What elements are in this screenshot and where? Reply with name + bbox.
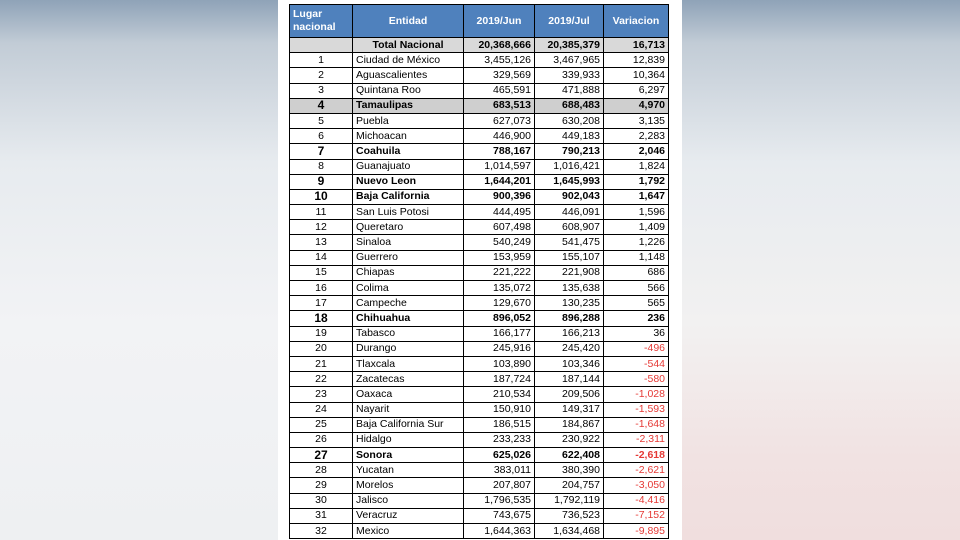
variacion-cell: 1,824 — [604, 159, 669, 174]
jul-cell: 902,043 — [535, 189, 604, 204]
jun-cell: 329,569 — [464, 68, 535, 83]
rank-cell: 4 — [290, 98, 353, 113]
variacion-cell: 2,046 — [604, 144, 669, 159]
jun-cell: 743,675 — [464, 508, 535, 523]
table-row — [290, 189, 669, 204]
rank-cell: 17 — [290, 296, 353, 311]
table-row — [290, 250, 669, 265]
entidad-cell: Baja California Sur — [353, 417, 464, 432]
variacion-cell: 1,792 — [604, 174, 669, 189]
table-row — [290, 220, 669, 235]
header-rank-label: Lugar nacional — [293, 8, 336, 33]
jun-cell: 900,396 — [464, 189, 535, 204]
entidad-cell: Tlaxcala — [353, 356, 464, 371]
rank-cell: 15 — [290, 265, 353, 280]
entidad-cell: Tabasco — [353, 326, 464, 341]
entidad-cell: Michoacan — [353, 129, 464, 144]
table-row — [290, 448, 669, 463]
table-row — [290, 68, 669, 83]
table-row — [290, 174, 669, 189]
jun-cell: 129,670 — [464, 296, 535, 311]
jul-cell: 209,506 — [535, 387, 604, 402]
jul-cell: 166,213 — [535, 326, 604, 341]
table-row — [290, 478, 669, 493]
jun-cell: 207,807 — [464, 478, 535, 493]
variacion-cell: -9,895 — [604, 524, 669, 539]
entidad-cell: Tamaulipas — [353, 98, 464, 113]
table-row — [290, 281, 669, 296]
header-entidad: Entidad — [353, 5, 464, 38]
entidad-cell: Hidalgo — [353, 432, 464, 447]
jul-cell: 1,645,993 — [535, 174, 604, 189]
variacion-cell: 6,297 — [604, 83, 669, 98]
variacion-cell: -1,593 — [604, 402, 669, 417]
entidad-cell: Mexico — [353, 524, 464, 539]
rank-cell: 27 — [290, 448, 353, 463]
jun-cell: 187,724 — [464, 372, 535, 387]
rank-cell: 25 — [290, 417, 353, 432]
rank-cell: 11 — [290, 205, 353, 220]
table-row — [290, 235, 669, 250]
header-jun: 2019/Jun — [464, 5, 535, 38]
variacion-cell: -2,311 — [604, 432, 669, 447]
jun-cell: 210,534 — [464, 387, 535, 402]
jul-cell: 155,107 — [535, 250, 604, 265]
jun-cell: 1,644,201 — [464, 174, 535, 189]
jul-cell: 380,390 — [535, 463, 604, 478]
jun-cell: 788,167 — [464, 144, 535, 159]
jul-cell: 3,467,965 — [535, 53, 604, 68]
rank-cell: 22 — [290, 372, 353, 387]
table-row — [290, 356, 669, 371]
table-header-row — [290, 5, 669, 38]
variacion-cell: 1,409 — [604, 220, 669, 235]
rank-cell: 8 — [290, 159, 353, 174]
rank-cell: 9 — [290, 174, 353, 189]
jun-cell: 625,026 — [464, 448, 535, 463]
variacion-cell: 1,647 — [604, 189, 669, 204]
rank-cell: 14 — [290, 250, 353, 265]
document-page — [278, 0, 682, 540]
jun-cell: 1,796,535 — [464, 493, 535, 508]
jul-cell: 1,016,421 — [535, 159, 604, 174]
jun-cell: 383,011 — [464, 463, 535, 478]
jul-cell: 339,933 — [535, 68, 604, 83]
jul-cell: 184,867 — [535, 417, 604, 432]
jul-cell: 135,638 — [535, 281, 604, 296]
rank-cell: 31 — [290, 508, 353, 523]
table-row — [290, 205, 669, 220]
table-row — [290, 265, 669, 280]
table-row — [290, 372, 669, 387]
rank-cell: 18 — [290, 311, 353, 326]
variacion-cell: 1,596 — [604, 205, 669, 220]
jun-cell: 540,249 — [464, 235, 535, 250]
entidad-cell: Campeche — [353, 296, 464, 311]
variacion-cell: 2,283 — [604, 129, 669, 144]
jun-cell: 627,073 — [464, 113, 535, 128]
jul-cell: 103,346 — [535, 356, 604, 371]
entidad-cell: Nayarit — [353, 402, 464, 417]
jul-cell: 608,907 — [535, 220, 604, 235]
table-row — [290, 463, 669, 478]
total-jul: 20,385,379 — [535, 38, 604, 53]
entidad-cell: Chiapas — [353, 265, 464, 280]
jun-cell: 896,052 — [464, 311, 535, 326]
variacion-cell: -496 — [604, 341, 669, 356]
jul-cell: 221,908 — [535, 265, 604, 280]
table-row — [290, 432, 669, 447]
rank-cell: 16 — [290, 281, 353, 296]
table-row — [290, 311, 669, 326]
variacion-cell: -2,621 — [604, 463, 669, 478]
jul-cell: 1,634,468 — [535, 524, 604, 539]
table-row — [290, 296, 669, 311]
jul-cell: 688,483 — [535, 98, 604, 113]
table-row — [290, 326, 669, 341]
variacion-cell: -1,028 — [604, 387, 669, 402]
jun-cell: 1,644,363 — [464, 524, 535, 539]
rank-cell: 2 — [290, 68, 353, 83]
jul-cell: 736,523 — [535, 508, 604, 523]
rank-cell: 10 — [290, 189, 353, 204]
variacion-cell: -1,648 — [604, 417, 669, 432]
entidad-cell: Morelos — [353, 478, 464, 493]
header-rank — [290, 5, 353, 38]
jul-cell: 471,888 — [535, 83, 604, 98]
entidad-cell: Queretaro — [353, 220, 464, 235]
entidad-cell: San Luis Potosi — [353, 205, 464, 220]
total-label: Total Nacional — [353, 38, 464, 53]
variacion-cell: 565 — [604, 296, 669, 311]
entidad-cell: Chihuahua — [353, 311, 464, 326]
rank-cell: 3 — [290, 83, 353, 98]
jun-cell: 446,900 — [464, 129, 535, 144]
entidad-cell: Durango — [353, 341, 464, 356]
jul-cell: 449,183 — [535, 129, 604, 144]
table-row — [290, 144, 669, 159]
total-rank-cell — [290, 38, 353, 53]
jul-cell: 446,091 — [535, 205, 604, 220]
jun-cell: 607,498 — [464, 220, 535, 235]
table-row — [290, 417, 669, 432]
table-row — [290, 508, 669, 523]
jul-cell: 541,475 — [535, 235, 604, 250]
jul-cell: 790,213 — [535, 144, 604, 159]
jun-cell: 135,072 — [464, 281, 535, 296]
variacion-cell: 686 — [604, 265, 669, 280]
entidad-cell: Quintana Roo — [353, 83, 464, 98]
total-jun: 20,368,666 — [464, 38, 535, 53]
table-row — [290, 341, 669, 356]
rank-cell: 30 — [290, 493, 353, 508]
jul-cell: 149,317 — [535, 402, 604, 417]
variacion-cell: 566 — [604, 281, 669, 296]
table-row — [290, 493, 669, 508]
jun-cell: 683,513 — [464, 98, 535, 113]
entidad-cell: Zacatecas — [353, 372, 464, 387]
entidad-cell: Baja California — [353, 189, 464, 204]
entidad-cell: Guanajuato — [353, 159, 464, 174]
entidad-cell: Aguascalientes — [353, 68, 464, 83]
total-row — [290, 38, 669, 53]
rank-cell: 19 — [290, 326, 353, 341]
rank-cell: 32 — [290, 524, 353, 539]
variacion-cell: 4,970 — [604, 98, 669, 113]
rank-cell: 28 — [290, 463, 353, 478]
jul-cell: 230,922 — [535, 432, 604, 447]
jul-cell: 896,288 — [535, 311, 604, 326]
rank-cell: 20 — [290, 341, 353, 356]
rank-cell: 23 — [290, 387, 353, 402]
jul-cell: 130,235 — [535, 296, 604, 311]
rank-cell: 5 — [290, 113, 353, 128]
jun-cell: 103,890 — [464, 356, 535, 371]
jun-cell: 166,177 — [464, 326, 535, 341]
entidad-cell: Coahuila — [353, 144, 464, 159]
table-row — [290, 98, 669, 113]
variacion-cell: 3,135 — [604, 113, 669, 128]
variacion-cell: 236 — [604, 311, 669, 326]
jul-cell: 630,208 — [535, 113, 604, 128]
employment-table — [289, 4, 669, 539]
table-row — [290, 159, 669, 174]
entidad-cell: Guerrero — [353, 250, 464, 265]
rank-cell: 6 — [290, 129, 353, 144]
jul-cell: 245,420 — [535, 341, 604, 356]
entidad-cell: Sinaloa — [353, 235, 464, 250]
table-row — [290, 53, 669, 68]
variacion-cell: 10,364 — [604, 68, 669, 83]
rank-cell: 13 — [290, 235, 353, 250]
entidad-cell: Colima — [353, 281, 464, 296]
variacion-cell: 1,148 — [604, 250, 669, 265]
table-row — [290, 113, 669, 128]
blurred-background-right — [682, 0, 960, 540]
table-row — [290, 83, 669, 98]
rank-cell: 12 — [290, 220, 353, 235]
table-row — [290, 524, 669, 539]
entidad-cell: Sonora — [353, 448, 464, 463]
jun-cell: 153,959 — [464, 250, 535, 265]
jun-cell: 150,910 — [464, 402, 535, 417]
jul-cell: 622,408 — [535, 448, 604, 463]
rank-cell: 26 — [290, 432, 353, 447]
variacion-cell: 36 — [604, 326, 669, 341]
entidad-cell: Puebla — [353, 113, 464, 128]
entidad-cell: Oaxaca — [353, 387, 464, 402]
variacion-cell: -3,050 — [604, 478, 669, 493]
rank-cell: 7 — [290, 144, 353, 159]
variacion-cell: -4,416 — [604, 493, 669, 508]
variacion-cell: -544 — [604, 356, 669, 371]
entidad-cell: Ciudad de México — [353, 53, 464, 68]
jul-cell: 187,144 — [535, 372, 604, 387]
jul-cell: 1,792,119 — [535, 493, 604, 508]
jul-cell: 204,757 — [535, 478, 604, 493]
total-variacion: 16,713 — [604, 38, 669, 53]
jun-cell: 1,014,597 — [464, 159, 535, 174]
variacion-cell: -7,152 — [604, 508, 669, 523]
rank-cell: 1 — [290, 53, 353, 68]
entidad-cell: Nuevo Leon — [353, 174, 464, 189]
table-row — [290, 129, 669, 144]
variacion-cell: 1,226 — [604, 235, 669, 250]
entidad-cell: Yucatan — [353, 463, 464, 478]
jun-cell: 186,515 — [464, 417, 535, 432]
variacion-cell: -2,618 — [604, 448, 669, 463]
jun-cell: 444,495 — [464, 205, 535, 220]
jun-cell: 221,222 — [464, 265, 535, 280]
jun-cell: 233,233 — [464, 432, 535, 447]
entidad-cell: Veracruz — [353, 508, 464, 523]
rank-cell: 29 — [290, 478, 353, 493]
table-row — [290, 402, 669, 417]
jun-cell: 245,916 — [464, 341, 535, 356]
jun-cell: 3,455,126 — [464, 53, 535, 68]
variacion-cell: 12,839 — [604, 53, 669, 68]
header-jul: 2019/Jul — [535, 5, 604, 38]
header-variacion: Variacion — [604, 5, 669, 38]
variacion-cell: -580 — [604, 372, 669, 387]
blurred-background-left — [0, 0, 278, 540]
rank-cell: 24 — [290, 402, 353, 417]
table-row — [290, 387, 669, 402]
jun-cell: 465,591 — [464, 83, 535, 98]
entidad-cell: Jalisco — [353, 493, 464, 508]
rank-cell: 21 — [290, 356, 353, 371]
